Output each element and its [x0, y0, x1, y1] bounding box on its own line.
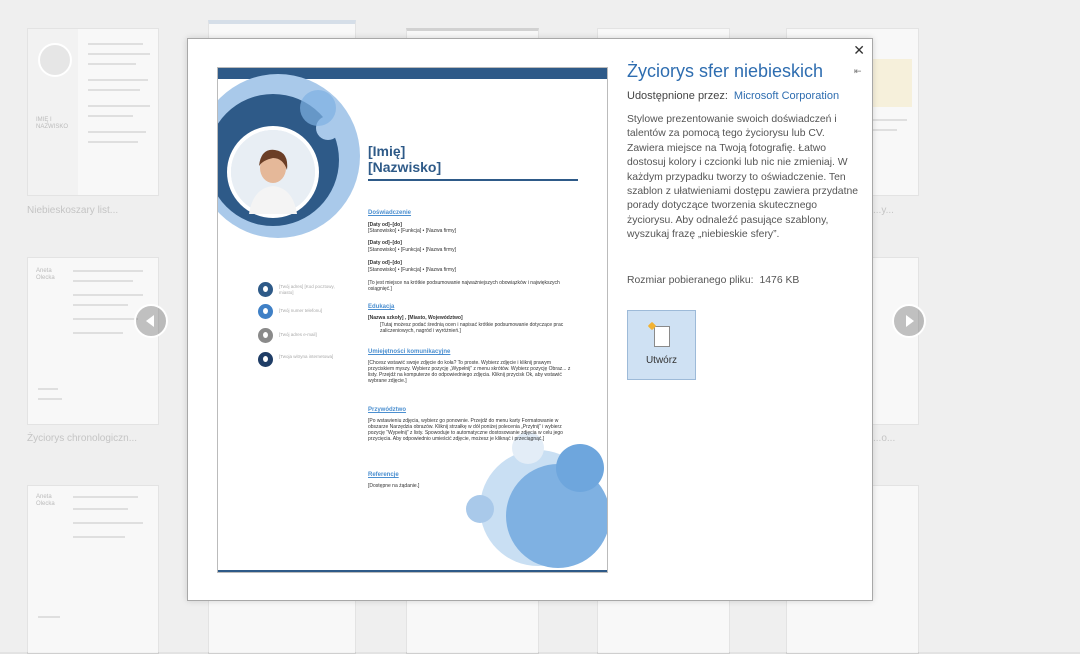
communication-heading: Umiejętności komunikacyjne: [368, 349, 451, 355]
chevron-left-icon: [146, 315, 154, 327]
download-size: [627, 275, 799, 286]
publisher-link[interactable]: Microsoft Corporation: [733, 90, 840, 102]
experience-dates: [Daty od]–[do]: [368, 222, 402, 228]
thumbnail-label[interactable]: ...y...: [873, 205, 894, 216]
shared-by: [627, 90, 839, 102]
template-preview-dialog: [187, 38, 873, 601]
website-icon: [258, 352, 273, 367]
first-name: [Imię]: [368, 143, 406, 159]
contact-address: [Twój adres] [Kod pocztowy, miasto]: [279, 284, 335, 295]
education-bullet: [Tutaj możesz podać średnią ocen i napisać krótkie podsumowanie dotyczące prac zaliczeniowych, nagród i wyróżnień.]: [380, 322, 564, 334]
name-underline: [368, 179, 578, 181]
experience-summary: [To jest miejsce na krótkie podsumowanie najważniejszych obowiązków i największych osiągnięć.]: [368, 280, 560, 292]
download-size-value: 1476 KB: [759, 275, 800, 286]
name-placeholder: [368, 143, 441, 175]
experience-dates: [Daty od]–[do]: [368, 260, 402, 266]
leadership-text: [Po wstawieniu zdjęcia, wybierz go ponownie. Przejdź do menu karty Formatowanie w obszarze Narzędzia obrazów. Kliknij strzałkę w dół poniżej polecenia „Przytnij” i wybierz pozycję “Wypełnij” z listy. Spowoduje to automatyczne dostosowanie zdjęcia w celu jego przycięcia. Aby odpowiednio umieścić zdjęcie, możesz je kliknąć i przeciągnąć.]: [368, 418, 563, 442]
pin-icon[interactable]: ⇤: [854, 66, 862, 76]
chevron-right-icon: [906, 315, 914, 327]
leadership-heading: Przywództwo: [368, 407, 407, 413]
experience-line: [Stanowisko] • [Funkcja] • [Nazwa firmy]: [368, 267, 456, 273]
thumbnail-title: Aneta Olecka: [36, 268, 55, 281]
template-title: Życiorys sfer niebieskich: [627, 61, 824, 81]
experience-line: [Stanowisko] • [Funkcja] • [Nazwa firmy]: [368, 228, 456, 234]
previous-template-button[interactable]: [134, 304, 168, 338]
photo-placeholder: [231, 130, 315, 214]
thumbnail-title: IMIĘ I NAZWISKO: [36, 117, 69, 130]
experience-dates: [Daty od]–[do]: [368, 240, 402, 246]
experience-line: [Stanowisko] • [Funkcja] • [Nazwa firmy]: [368, 247, 456, 253]
download-size-label: Rozmiar pobieranego pliku:: [627, 275, 754, 286]
experience-heading: Doświadczenie: [368, 210, 412, 216]
close-icon[interactable]: ✕: [853, 42, 865, 58]
contact-phone: [Twój numer telefonu]: [279, 308, 323, 313]
communication-text: [Chcesz wstawić swoje zdjęcie do koła? To proste. Wybierz zdjęcie i kliknij prawym przyciskiem myszy. Wybierz pozycję „Wypełnij” z menu skrótów. Wybierz pozycję Obraz... z listy. Przejdź na komputerze do odpowiedniego zdjęcia. Kliknij przycisk Ok, aby wstawić wybrane zdjęcie.]: [368, 360, 571, 384]
thumbnail-title: Aneta Olecka: [36, 494, 55, 507]
references-text: [Dostępne na żądanie.]: [368, 483, 420, 489]
thumbnail-label[interactable]: ...o...: [873, 433, 896, 444]
education-school: [Nazwa szkoły] , [Miasto, Województwo]: [368, 315, 463, 321]
template-description: Stylowe prezentowanie swoich doświadczeń i talentów za pomocą tego życiorysu lub CV. Zawiera miejsce na Twoją fotografię. Łatwo dostosuj kolory i czcionki lub nic nie zmieniaj. W każdym przypadku tworzy to oświadczenie. Ten szablon z ułatwieniami dostępu zawiera przydatne porady dotyczące tworzenia skutecznego życiorysu. Aby odnaleźć pasujące szablony, wyszukaj frazę „niebieskie sfery”.: [627, 114, 859, 241]
education-heading: Edukacja: [368, 304, 395, 310]
references-heading: Referencje: [368, 472, 399, 478]
last-name: [Nazwisko]: [368, 159, 442, 175]
new-document-icon: [654, 326, 670, 347]
thumbnail-label[interactable]: Niebieskoszary list...: [27, 205, 119, 216]
create-button-label: Utwórz: [645, 355, 678, 366]
thumbnail-label[interactable]: Życiorys chronologiczn...: [27, 433, 138, 444]
phone-icon: [258, 304, 273, 319]
template-preview-image: [217, 67, 608, 573]
email-icon: [258, 328, 273, 343]
create-button[interactable]: [627, 310, 696, 380]
shared-by-label: Udostępnione przez:: [627, 90, 728, 102]
next-template-button[interactable]: [892, 304, 926, 338]
footer-bar: [218, 570, 607, 572]
contact-website: [Twoja witryna internetowa]: [279, 354, 334, 359]
location-icon: [258, 282, 273, 297]
contact-email: [Twój adres e-mail]: [279, 332, 317, 337]
